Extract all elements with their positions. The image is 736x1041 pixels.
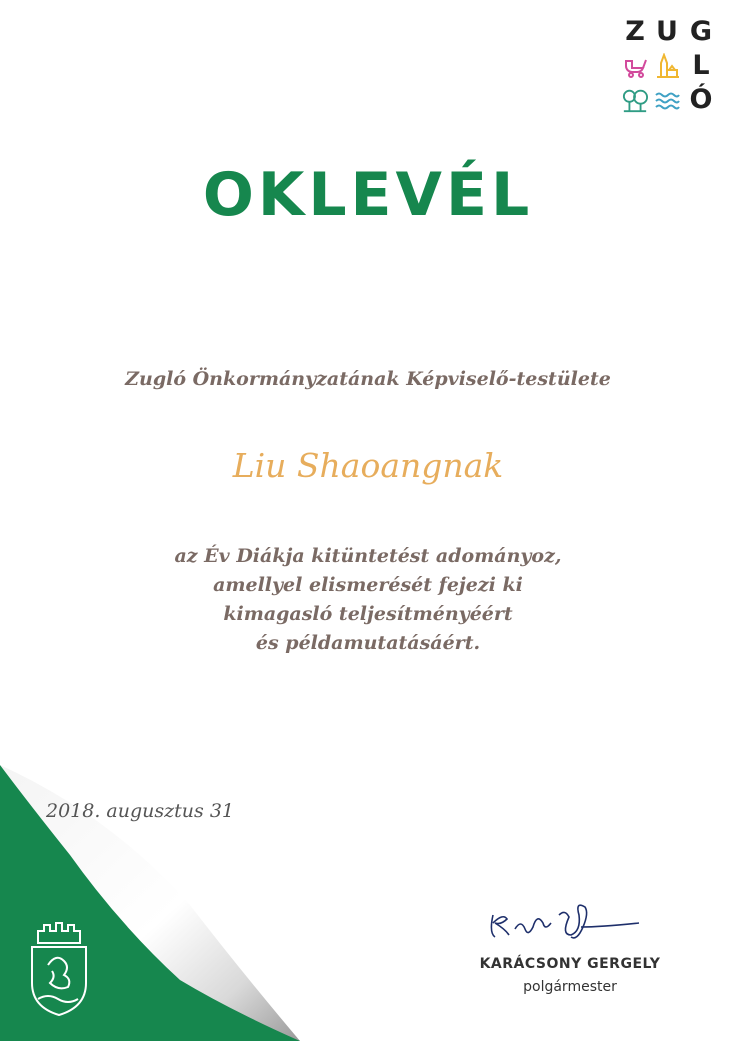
logo-letter-o: Ó: [689, 84, 713, 115]
zuglo-logo: [620, 18, 724, 118]
church-icon: [654, 52, 680, 80]
signatory-name: KARÁCSONY GERGELY: [479, 956, 661, 972]
certificate-title: OKLEVÉL: [202, 160, 534, 230]
award-text: [0, 542, 736, 658]
logo-letter-z: Z: [625, 16, 645, 47]
recipient-name: Liu Shaoangnak: [232, 446, 504, 485]
waves-icon: [654, 86, 680, 114]
signatory-role: polgármester: [523, 979, 617, 995]
trees-icon: [622, 86, 648, 114]
logo-letter-l: L: [692, 50, 710, 81]
logo-letter-u: U: [656, 16, 678, 47]
award-text-line: az Év Diákja kitüntetést adományoz,: [174, 545, 562, 567]
award-text-line: kimagasló teljesítményéért: [223, 603, 513, 625]
coat-of-arms-icon: [24, 915, 94, 1020]
date: 2018. augusztus 31: [46, 800, 234, 822]
award-text-line: és példamutatásáért.: [255, 632, 481, 654]
signature-icon: [485, 893, 645, 953]
issuer-text: Zugló Önkormányzatának Képviselő-testülete: [125, 368, 611, 390]
award-text-line: amellyel elismerését fejezi ki: [213, 574, 523, 596]
logo-letter-g: G: [689, 16, 713, 47]
stroller-icon: [622, 52, 648, 80]
